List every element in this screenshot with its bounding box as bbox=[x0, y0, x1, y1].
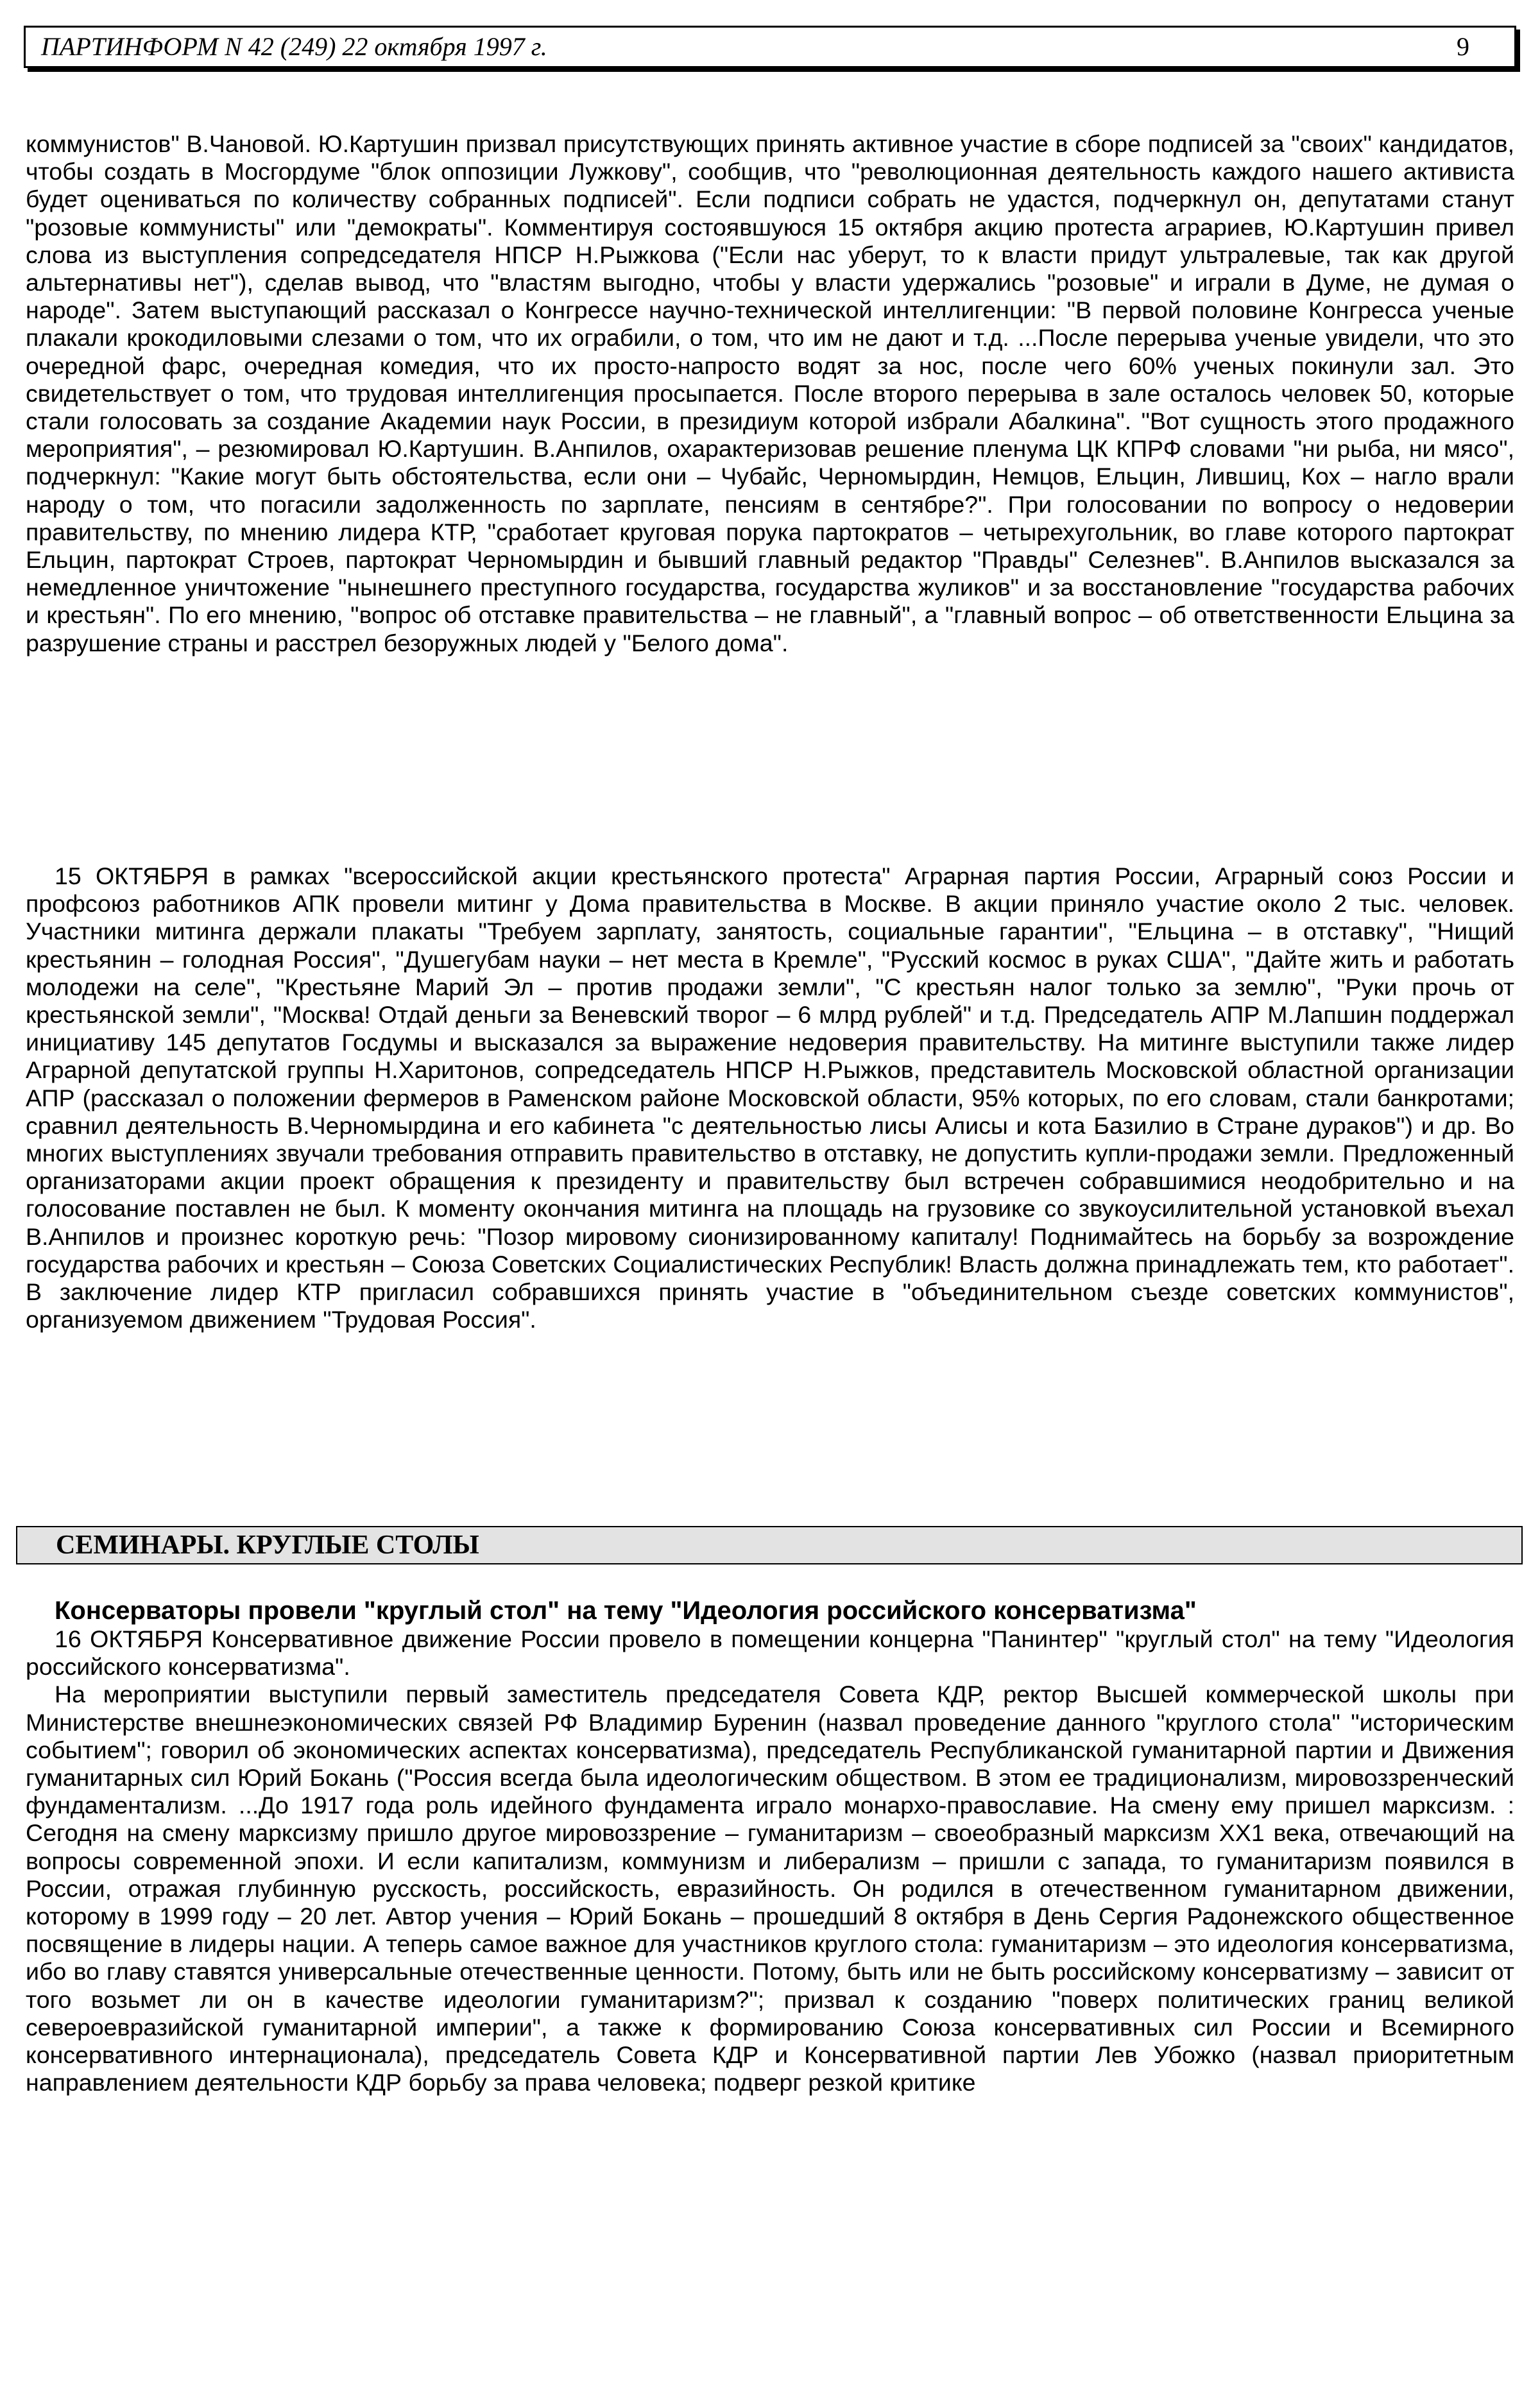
newsletter-issue-title: ПАРТИНФОРМ N 42 (249) 22 октября 1997 г. bbox=[41, 32, 547, 61]
article-headline: Консерваторы провели "круглый стол" на тему "Идеология российского консерватизма" bbox=[55, 1597, 1197, 1625]
page-header bbox=[24, 26, 1516, 68]
article-continuation bbox=[26, 130, 1514, 657]
article-paragraph: коммунистов" В.Чановой. Ю.Картушин призвал присутствующих принять активное участие в сборе подписей за "своих" кандидатов, чтобы создать в Мосгордуме "блок оппозиции Лужкову", сообщив, что "революционная деятельность каждого нашего активиста будет оцениваться по количеству собранных подписей". Если подписи собрать не удастся, подчеркнул он, депутатами станут "розовые коммунисты" или "демократы". Комментируя состоявшуюся 15 октября акцию протеста аграриев, Ю.Картушин привел слова из выступления сопредседателя НПСР Н.Рыжкова ("Если нас уберут, то к власти придут ультралевые, так как другой альтернативы нет"), сделав вывод, что "властям выгодно, чтобы у власти удержались "розовые" и играли в Думе, не думая о народе". Затем выступающий рассказал о Конгрессе научно-технической интеллигенции: "В первой половине Конгресса ученые плакали крокодиловыми слезами о том, что их ограбили, о том, что им не дают и т.д. ...После перерыва ученые увидели, что это очередной фарс, очередная комедия, что их просто-напросто водят за нос, после чего 60% ученых покинули зал. Это свидетельствует о том, что трудовая интеллигенция просыпается. После второго перерыва в зале осталось человек 50, которые стали голосовать за создание Академии наук России, в президиум которой избрали Абалкина". "Вот сущность этого продажного мероприятия", – резюмировал Ю.Картушин. В.Анпилов, охарактеризовав решение пленума ЦК КПРФ словами "ни рыба, ни мясо", подчеркнул: "Какие могут быть обстоятельства, если они – Чубайс, Черномырдин, Немцов, Ельцин, Лившиц, Кох – нагло врали народу о том, что погасили задолженность по зарплате, пенсиям в сентябре?". При голосовании по вопросу о недоверии правительству, по мнению лидера КТР, "сработает круговая порука партократов – четырехугольник, во главе которого партократ Ельцин, партократ Строев, партократ Черномырдин и бывший главный редактор "Правды" Селезнев". В.Анпилов высказался за немедленное уничтожение "нынешнего преступного государства, государства жуликов" и за восстановление "государства рабочих и крестьян". По его мнению, "вопрос об отставке правительства – не главный", а "главный вопрос – об ответственности Ельцина за разрушение страны и расстрел безоружных людей у "Белого дома". bbox=[26, 130, 1514, 656]
page-number: 9 bbox=[1457, 32, 1469, 61]
section-header bbox=[16, 1526, 1523, 1564]
article-protest-rally bbox=[26, 862, 1514, 1333]
section-title: СЕМИНАРЫ. КРУГЛЫЕ СТОЛЫ bbox=[56, 1530, 479, 1560]
article-round-table bbox=[26, 1625, 1514, 2096]
article-paragraph: 15 ОКТЯБРЯ в рамках "всероссийской акции крестьянского протеста" Аграрная партия России, Аграрный союз России и профсоюз работников АПК провели митинг у Дома правительства в Москве. В акции приняло участие около 2 тыс. человек. Участники митинга держали плакаты "Требуем зарплату, занятость, социальные гарантии", "Ельцина – в отставку", "Нищий крестьянин – голодная Россия", "Душегубам науки – нет места в Кремле", "Русский космос в руках США", "Дайте жить и работать молодежи на селе", "Крестьяне Марий Эл – против продажи земли", "С крестьян налог только за землю", "Руки прочь от крестьянской земли", "Москва! Отдай деньги за Веневский творог – 6 млрд рублей" и т.д. Председатель АПР М.Лапшин поддержал инициативу 145 депутатов Госдумы и высказался за выражение недоверия правительству. На митинге выступили также лидер Аграрной депутатской группы Н.Харитонов, сопредседатель НПСР Н.Рыжков, представитель Московской областной организации АПР (рассказал о положении фермеров в Раменском районе Московской области, 95% которых, по его словам, стали банкротами; сравнил деятельность В.Черномырдина и его кабинета "с деятельностью лисы Алисы и кота Базилио в Стране дураков") и др. Во многих выступлениях звучали требования отправить правительство в отставку, не допустить купли-продажи земли. Предложенный организаторами акции проект обращения к президенту и правительству был встречен собравшимися неодобрительно и на голосование поставлен не был. К моменту окончания митинга на площадь на грузовике со звукоусилительной установкой въехал В.Анпилов и произнес короткую речь: "Позор мировому сионизированному капиталу! Поднимайтесь на борьбу за возрождение государства рабочих и крестьян – Союза Советских Социалистических Республик! Власть должна принадлежать тем, кто работает". В заключение лидер КТР пригласил собравшихся принять участие в "объединительном съезде советских коммунистов", организуемом движением "Трудовая Россия". bbox=[26, 862, 1514, 1333]
article-paragraph: 16 ОКТЯБРЯ Консервативное движение России провело в помещении концерна "Панинтер" "круглый стол" на тему "Идеология российского консерватизма". bbox=[26, 1625, 1514, 1681]
article-paragraph: На мероприятии выступили первый заместитель председателя Совета КДР, ректор Высшей коммерческой школы при Министерстве внешнеэкономических связей РФ Владимир Буренин (назвал проведение данного "круглого стола" "историческим событием"; говорил об экономических аспектах консерватизма), председатель Республиканской гуманитарной партии и Движения гуманитарных сил Юрий Бокань ("Россия всегда была идеологическим обществом. В этом ее традиционализм, мировоззренческий фундаментализм. ...До 1917 года роль идейного фундамента играло монархо-православие. На смену ему пришел марксизм. : Сегодня на смену марксизму пришло другое мировоззрение – гуманитаризм – своеобразный марксизм ХХ1 века, отвечающий на вопросы современной эпохи. И если капитализм, коммунизм и либерализм – пришли с запада, то гуманитаризм появился в России, отражая глубинную русскость, российскость, евразийность. Он родился в отечественном гуманитарном движении, которому в 1999 году – 20 лет. Автор учения – Юрий Бокань – прошедший 8 октября в День Сергия Радонежского общественное посвящение в лидеры нации. А теперь самое важное для участников круглого стола: гуманитаризм – это идеология консерватизма, ибо во главу ставятся универсальные отечественные ценности. Потому, быть или не быть российскому консерватизму – зависит от того возьмет ли он в качестве идеологии гуманитаризм?"; призвал к созданию "поверх политических границ великой североевразийской гуманитарной империи", а также к формированию Союза консервативных сил России и Всемирного консервативного интернационала), председатель Совета КДР и Консервативной партии Лев Убожко (назвал приоритетным направлением деятельности КДР борьбу за права человека; подверг резкой критике bbox=[26, 1681, 1514, 2096]
